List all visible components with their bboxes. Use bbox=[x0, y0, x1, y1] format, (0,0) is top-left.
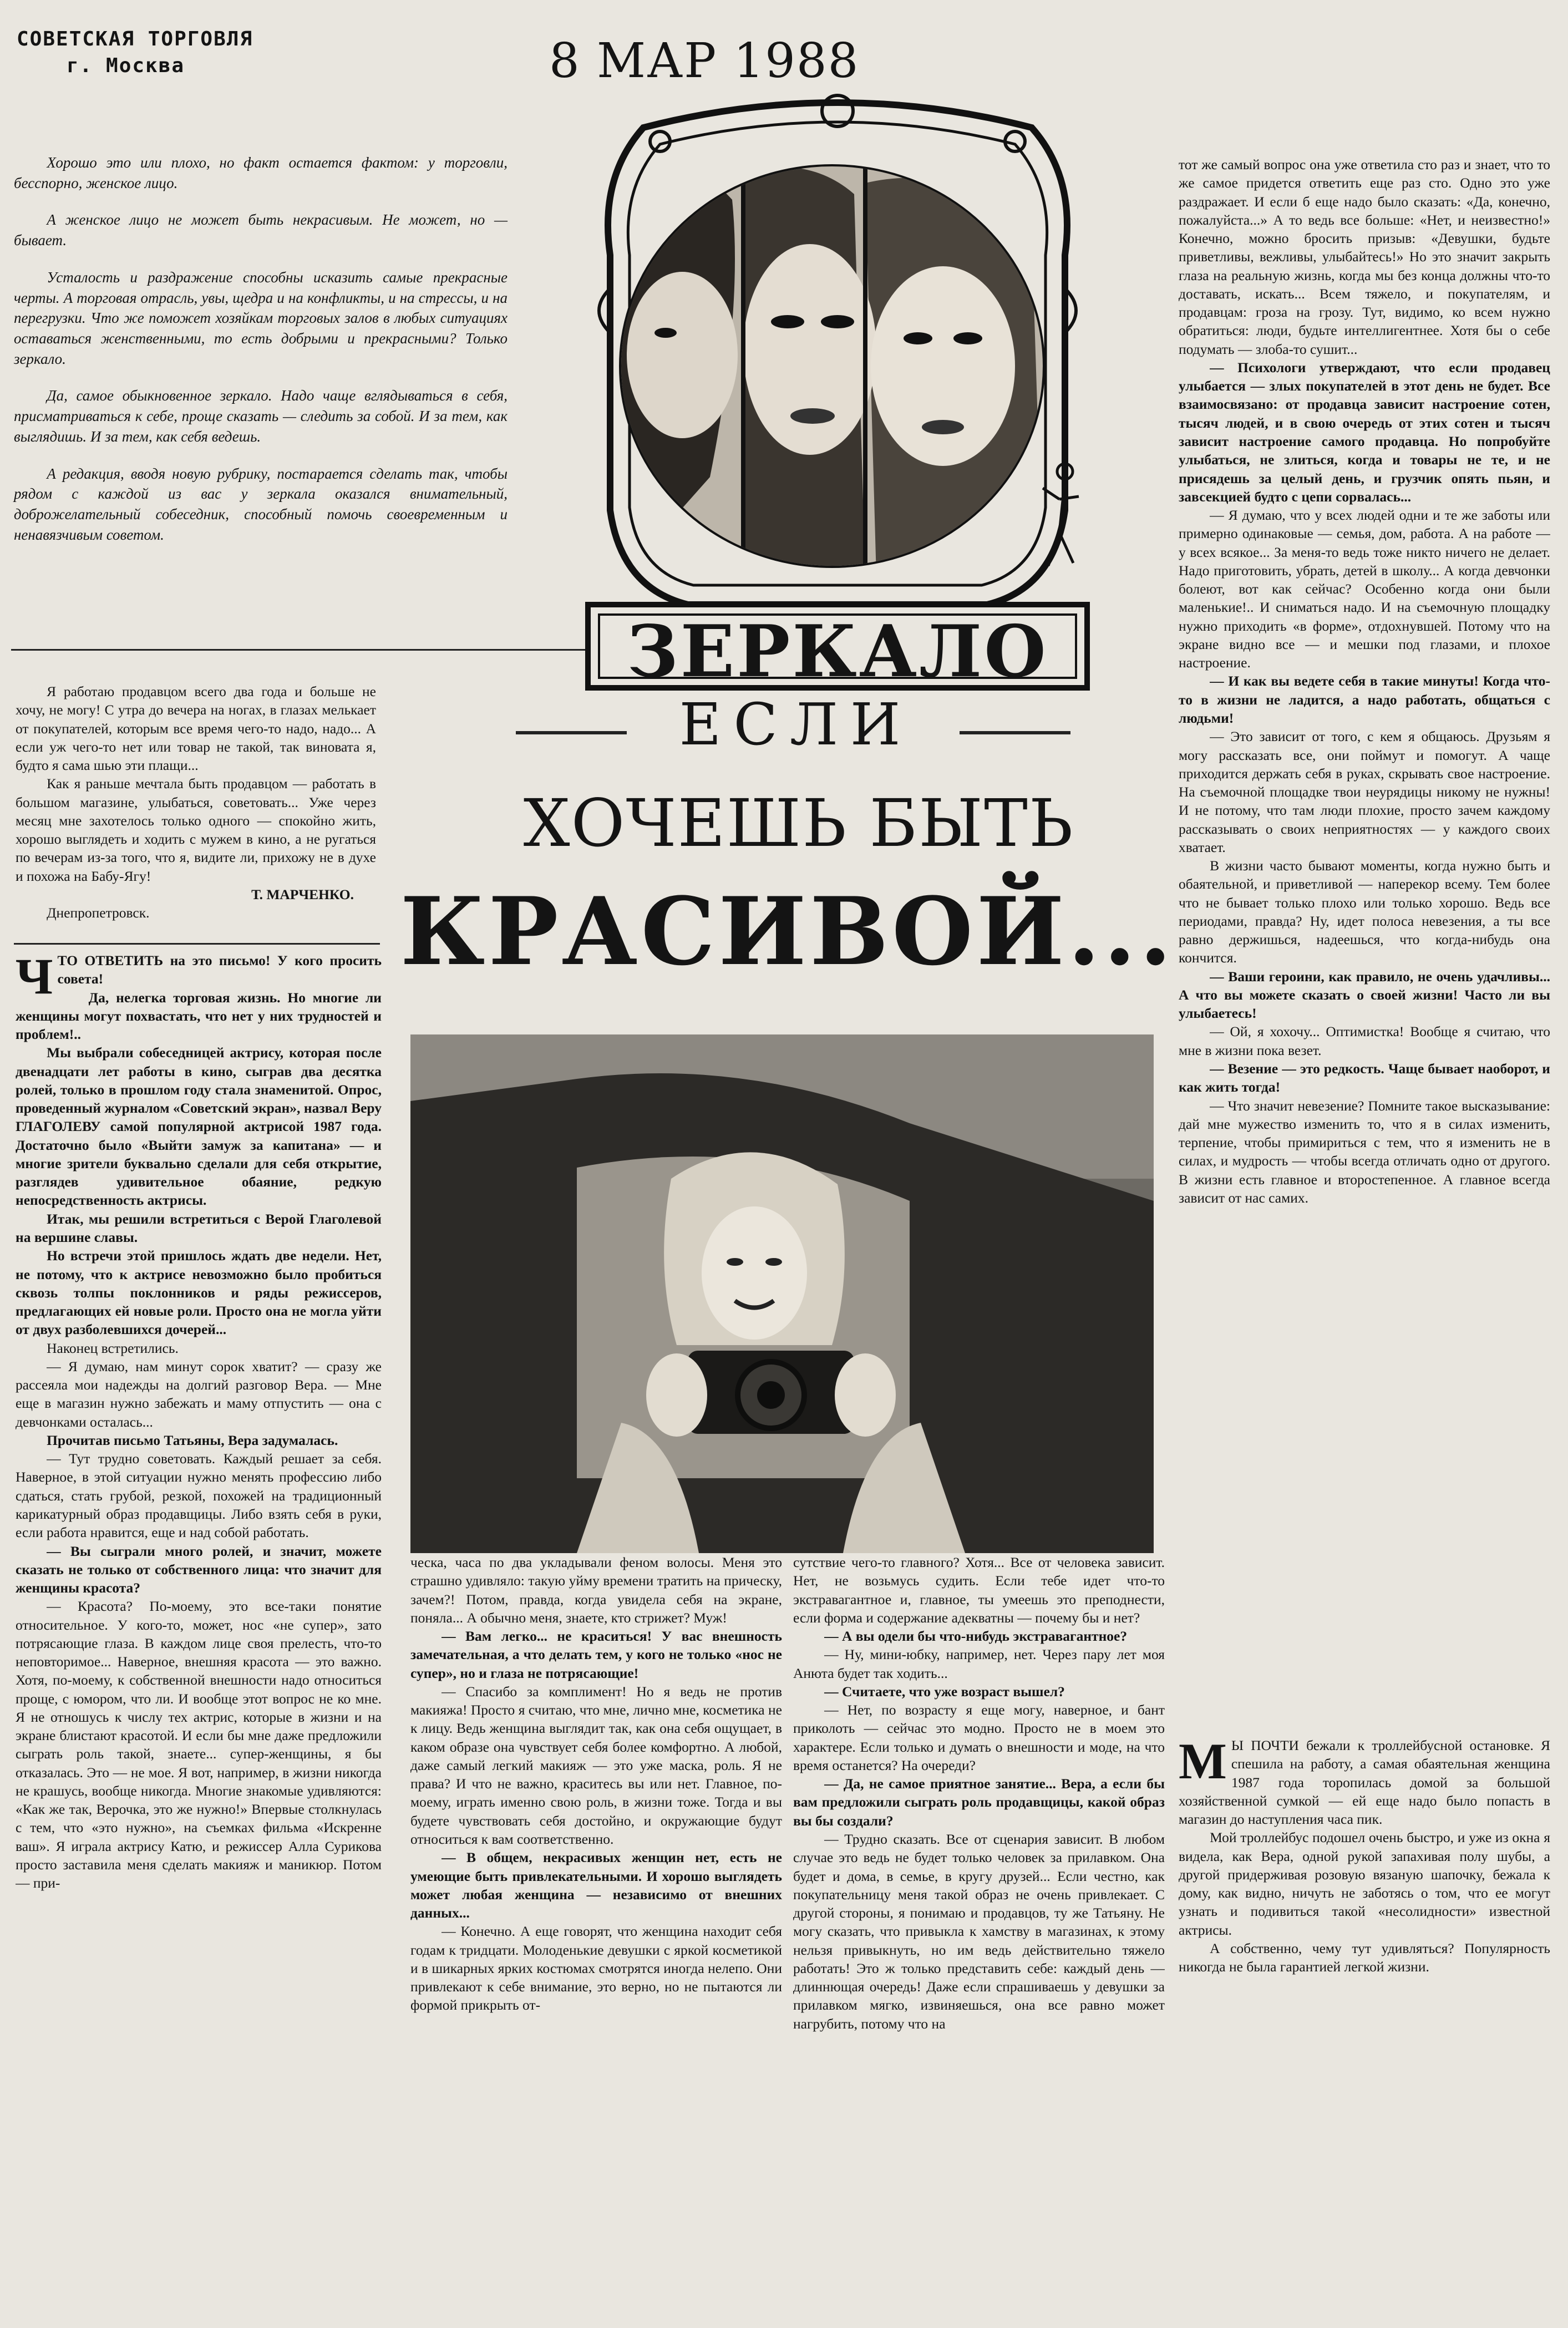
city-stamp: г. Москва bbox=[67, 54, 185, 77]
paragraph: ческа, часа по два укладывали феном волосы. Меня это страшно удивляло: такую уйму времени тратить на прическу, зачем?! Потом, правда, когда увидела себя на экране, поняла... А обычно меня, знаете, кто стрижет? Муж! bbox=[410, 1554, 782, 1626]
paragraph: Ы ПОЧТИ бежали к троллейбусной остановке. Я спешила на работу, а самая обаятельная женщина 1987 года торопилась домой за большой хозяйственной сумкой — ей еще надо было попасть в магазин до наступления часа пик. bbox=[1179, 1737, 1550, 1828]
mirror-emblem bbox=[577, 89, 1098, 693]
interview-column-middle bbox=[410, 1553, 782, 2324]
paragraph: Да, нелегка торговая жизнь. Но многие ли женщины могут похвастать, что нет у них трудностей и проблем!.. bbox=[16, 989, 382, 1043]
drop-cap: Ч bbox=[16, 951, 53, 1005]
paragraph: — Да, не самое приятное занятие... Вера, а если бы вам предложили сыграть роль продавщицы, какой образ вы бы создали? bbox=[793, 1776, 1165, 1829]
letter-city: Днепропетровск. bbox=[47, 905, 150, 921]
paragraph: тот же самый вопрос она уже ответила сто раз и знает, что то же самое придется ответить еще раз сто. Одно это уже раздражает. И если б еще надо было сказать: «Да, конечно, пожалуйста...» А то ведь все больше: «Нет, и неизвестно!» Конечно, можно бросить призыв: «Девушки, будьте приветливы, вежливы, улыбайтесь!» Но это значит закрыть глаза на реальную жизнь, когда мы без конца должны что-то доставать, искать... Всем тяжело, и покупателям, и продавцам: гроза на грозу. Тут, видимо, ко всем нужно обратиться: люди, будьте интеллигентнее. Хотя бы о себе подумать — злоба-то сушит... bbox=[1179, 156, 1550, 357]
paragraph: Итак, мы решили встретиться с Верой Глаголевой на вершине славы. bbox=[16, 1210, 382, 1245]
intro-text bbox=[14, 153, 508, 562]
paragraph: Прочитав письмо Татьяны, Вера задумалась. bbox=[47, 1432, 338, 1448]
actress-photo bbox=[410, 1034, 1154, 1553]
paragraph: Мы выбрали собеседницей актрису, которая после двенадцати лет работы в кино, сыграв два десятка ролей, только в прошлом году стала знаменитой. Опрос, проведенный журналом «Советский экран», назвал Веру ГЛАГОЛЕВУ самой популярной актрисой 1987 года. Достаточно было «Выйти замуж за капитана» — и многие зрители буквально сделали для себя открытие, разглядев удивительное обаяние, редкую непосредственность актрисы. bbox=[16, 1044, 382, 1209]
paragraph: — Считаете, что уже возраст вышел? bbox=[824, 1683, 1065, 1700]
paragraph: — Вам легко... не краситься! У вас внешность замечательная, а что делать тем, у кого не только «нос не супер», но и глаза не потрясающие! bbox=[410, 1628, 782, 1681]
paragraph: — Конечно. А еще говорят, что женщина находит себя годам к тридцати. Молоденькие девушки с яркой косметикой и в шикарных ярких костюмах смотрятся иногда нелепо. Они привлекают к себе внимание, это верно, но не пытаются ли формой прикрыть от- bbox=[410, 1923, 782, 2013]
paragraph: — Везение — это редкость. Чаще бывает наоборот, и как жить тогда! bbox=[1179, 1061, 1550, 1095]
paragraph: А собственно, чему тут удивляться? Популярность никогда не была гарантией легкой жизни. bbox=[1179, 1940, 1550, 1975]
paragraph: — Трудно сказать. Все от сценария зависит. В любом случае это ведь не будет только человек за прилавком. Она будет и дома, в семье, в кругу друзей... Если честно, как покупательницу меня такой образ не очень привлекает. С другой стороны, я понимаю и продавцов, ту же Татьяну. Не могу сказать, что привыкла к хамству в магазинах, к этому нельзя привыкнуть, но им ведь действительно тяжело работать! Это ж только представить себе: каждый день — длиннющая очередь! Даже если спрашиваешь у девушки за прилавком мягко, извиняешься, она все равно может нагрубить, потому что на bbox=[793, 1830, 1165, 2032]
intro-divider bbox=[11, 649, 588, 651]
newspaper-stamp: СОВЕТСКАЯ ТОРГОВЛЯ bbox=[17, 28, 253, 50]
paragraph: сутствие чего-то главного? Хотя... Все от человека зависит. Нет, не возьмусь судить. Если тебе идет что-то экстравагантное и, главное, ты умеешь это преподнести, если форма и содержание адекватны — почему бы и нет? bbox=[793, 1554, 1165, 1626]
paragraph: Наконец встретились. bbox=[47, 1340, 179, 1356]
interview-column-left bbox=[16, 951, 382, 2321]
portrait-faces bbox=[610, 155, 1054, 588]
paragraph: Мой троллейбус подошел очень быстро, и уже из окна я видела, как Вера, одной рукой запахивая полу шубы, а другой придерживая розовую вязаную шапочку, бежала к дому, как видно, ничуть не заботясь о том, что ее могут узнать и подивиться такой «несолидности» известной актрисы. bbox=[1179, 1829, 1550, 1938]
paragraph: — Тут трудно советовать. Каждый решает за себя. Наверное, в этой ситуации нужно менять профессию либо сдаться, стать грубой, резкой, похожей на традиционный карикатурный образ продавщицы. Либо взять себя в руки, если работа нравится, еще и над собой работать. bbox=[16, 1450, 382, 1541]
interview-column-middle-2 bbox=[793, 1553, 1165, 2324]
headline-line2: ХОЧЕШЬ БЫТЬ bbox=[523, 785, 1074, 861]
intro-paragraph: Хорошо это или плохо, но факт остается фактом: у торговли, бесспорно, женское лицо. bbox=[14, 154, 508, 191]
date-stamp: 8 МАР 1988 bbox=[549, 33, 860, 89]
reader-letter bbox=[16, 682, 376, 922]
intro-paragraph: А женское лицо не может быть некрасивым. Не может, но — бывает. bbox=[14, 211, 508, 249]
paragraph: — Психологи утверждают, что если продавец улыбается — злых покупателей в этот день не будет. Все взаимосвязано: от продавца зависит настроение сотен, тысяч людей, и в свою очередь от этих сотен и тысяч зависит настроение самого продавца. Но попробуйте улыбаться, не злиться, когда и товары не те, и не присядешь за целый день, и грузчик опять пьян, и завсекцией будто с цепи сорвалась... bbox=[1179, 359, 1550, 505]
paragraph: В жизни часто бывают моменты, когда нужно быть и обаятельной, и приветливой — наперекор всему. Тем более что не бывает только плохо или только хорошо. Ведь все периодами, правда? Ну, идет полоса невезения, а ты все равно держишься, надеешься, что когда-нибудь она кончится. bbox=[1179, 858, 1550, 966]
paragraph: — А вы одели бы что-нибудь экстравагантное? bbox=[824, 1628, 1128, 1645]
epilogue bbox=[1179, 1736, 1550, 2091]
paragraph: — Что значит невезение? Помните такое высказывание: дай мне мужество изменить то, что я в силах изменить, терпение, чтобы примириться с тем, что я изменить не в силах, и мудрость — чтобы всегда отличать одно от другого. В жизни есть главное и второстепенное. А главное всегда зависит от нас самих. bbox=[1179, 1097, 1550, 1206]
paragraph: — Я думаю, что у всех людей одни и те же заботы или примерно одинаковые — семья, дом, работа. А на работе — у всех всякое... За меня-то ведь тоже никто ничего не делает. Надо приготовить, убрать, детей в школу... А когда девчонки болеют, вот как сейчас? Особенно когда они были маленькие!.. И сниматься надо. И на съемочную площадку нужно приходить «в форме», отдохнувшей. Потому что на экране видно все — и мешки под глазами, и плохое настроение. bbox=[1179, 507, 1550, 671]
rubric-title: ЗЕРКАЛО bbox=[627, 610, 1048, 693]
paragraph: ТО ОТВЕТИТЬ на это письмо! У кого просить совета! bbox=[57, 952, 382, 987]
paragraph: — Нет, по возрасту я еще могу, наверное, и бант приколоть — сейчас это модно. Просто не в моем это характере. Если только и думать о внешности и моде, на что время останется? На очереди? bbox=[793, 1702, 1165, 1773]
paragraph: — Ваши героини, как правило, не очень удачливы... А что вы можете сказать о своей жизни! Часто ли вы улыбаетесь! bbox=[1179, 968, 1550, 1022]
paragraph: — Спасибо за комплимент! Но я ведь не против макияжа! Просто я считаю, что мне, лично мне, косметика не к лицу. Ведь женщина выглядит так, как она себя ощущает, в каком образе она чувствует себя более комфортно. А любой, даже самый легкий макияж — это уже маска, роль. Я не права? И что не важно, краситесь вы или нет. Главное, по-моему, играть именно свою роль, в жизни тоже. Тогда и вы будете чувствовать себя достойно, и окружающие будут относиться к вам соответственно. bbox=[410, 1683, 782, 1847]
figure-icon bbox=[1043, 464, 1079, 566]
headline-line1: ЕСЛИ bbox=[679, 691, 913, 758]
paragraph: — Я думаю, нам минут сорок хватит? — сразу же рассеяла мои надежды на долгий разговор Вера. — Мне еще в магазин нужно забежать и маму отпустить — она с девчонками осталась... bbox=[16, 1358, 382, 1430]
paragraph: — Ой, я хохочу... Оптимистка! Вообще я считаю, что мне в жизни пока везет. bbox=[1179, 1023, 1550, 1058]
intro-paragraph: Да, самое обыкновенное зеркало. Надо чаще вглядываться в себя, присматриваться к себе, проще сказать — следить за собой. И за тем, как выглядишь. И за тем, как себя ведешь. bbox=[14, 387, 508, 445]
headline-line3: КРАСИВОЙ... bbox=[400, 876, 1175, 986]
photo-graphic bbox=[410, 1034, 1154, 1553]
paragraph: — Вы сыграли много ролей, и значит, можете сказать не только от собственного лица: что значит для женщины красота? bbox=[16, 1543, 382, 1596]
letter-signature: Т. МАРЧЕНКО. bbox=[251, 886, 354, 902]
paragraph: — И как вы ведете себя в такие минуты! Когда что-то в жизни не ладится, а надо работать, общаться с людьми! bbox=[1179, 673, 1550, 726]
letter-paragraph: Как я раньше мечтала быть продавцом — работать в большом магазине, улыбаться, советовать... Уже через месяц мне захотелось только одного — спокойно жить, хорошо выглядеть и ходить с мужем в кино, а не ругаться по вечерам из-за того, что я, видите ли, прихожу не в духе и похожа на Бабу-Ягу! bbox=[16, 775, 376, 884]
letter-paragraph: Я работаю продавцом всего два года и больше не хочу, не могу! С утра до вечера на ногах, в глазах мелькает от покупателей, которым все время чего-то надо, надо... А если уж чего-то нет или товар не такой, так виновата я, будто я сама шью эти плащи... bbox=[16, 683, 376, 774]
paragraph: Но встречи этой пришлось ждать две недели. Нет, не потому, что к актрисе невозможно было пробиться сквозь толпы поклонников и ряды режиссеров, предлагающих ей новые роли. Просто она не могла уйти от двух разболевшихся дочерей... bbox=[16, 1247, 382, 1338]
interview-column-right bbox=[1179, 155, 1550, 1731]
paragraph: — Это зависит от того, с кем я общаюсь. Друзьям я могу рассказать все, они поймут и помогут. А чаще приходится держать себя в руках, скрывать свое настроение. На съемочной площадке твои неурядицы никому не нужны! И не потому, что там люди плохие, просто зачем каждому рассказывать о своих неприятностях — у каждого своих хватает. bbox=[1179, 728, 1550, 855]
intro-paragraph: А редакция, вводя новую рубрику, постарается сделать так, чтобы рядом с каждой из вас у зеркала оказался внимательный, доброжелательный собеседник, способный помочь своевременным и ненавязчивым советом. bbox=[14, 465, 508, 543]
intro-paragraph: Усталость и раздражение способны исказить самые прекрасные черты. А торговая отрасль, увы, щедра и на конфликты, и на стрессы, и на перегрузки. Что же поможет хозяйкам торговых залов в любых ситуациях оставаться женственными, то есть добрыми и прекрасными? Только зеркало. bbox=[14, 268, 508, 367]
letter-divider bbox=[14, 943, 380, 945]
paragraph: — Ну, мини-юбку, например, нет. Через пару лет моя Анюта будет так ходить... bbox=[793, 1646, 1165, 1681]
paragraph: — В общем, некрасивых женщин нет, есть не умеющие быть привлекательными. И хорошо выглядеть может любая женщина — независимо от внешних данных... bbox=[410, 1849, 782, 1921]
drop-cap: М bbox=[1179, 1736, 1227, 1789]
paragraph: — Красота? По-моему, это все-таки понятие относительное. У кого-то, может, нос «не супер», зато потрясающие глаза. В каждом лице своя прелесть, что-то неповторимое... Наверное, внешняя красота — это важно. Хотя, по-моему, к собственной внешности надо относиться проще, с юмором, что ли. И вообще этот вопрос не ко мне. Я не отношусь к числу тех актрис, которые в жизни и на экране блистают красотой. И если бы мне даже предложили сыграть роль такой, знаете... супер-женщины, я бы отказалась. Это — не мое. Я вот, например, в жизни никогда не крашусь, вообще никогда. Многие знакомые удивляются: «Как же так, Верочка, это же нужно!» Впервые столкнулась с тем, что «это нужно», на съемках фильма «Искренне ваш». Я играла актрису Катю, и режиссер Алла Сурикова просто заставила меня сделать макияж и маникюр. Потом — при- bbox=[16, 1598, 382, 1891]
